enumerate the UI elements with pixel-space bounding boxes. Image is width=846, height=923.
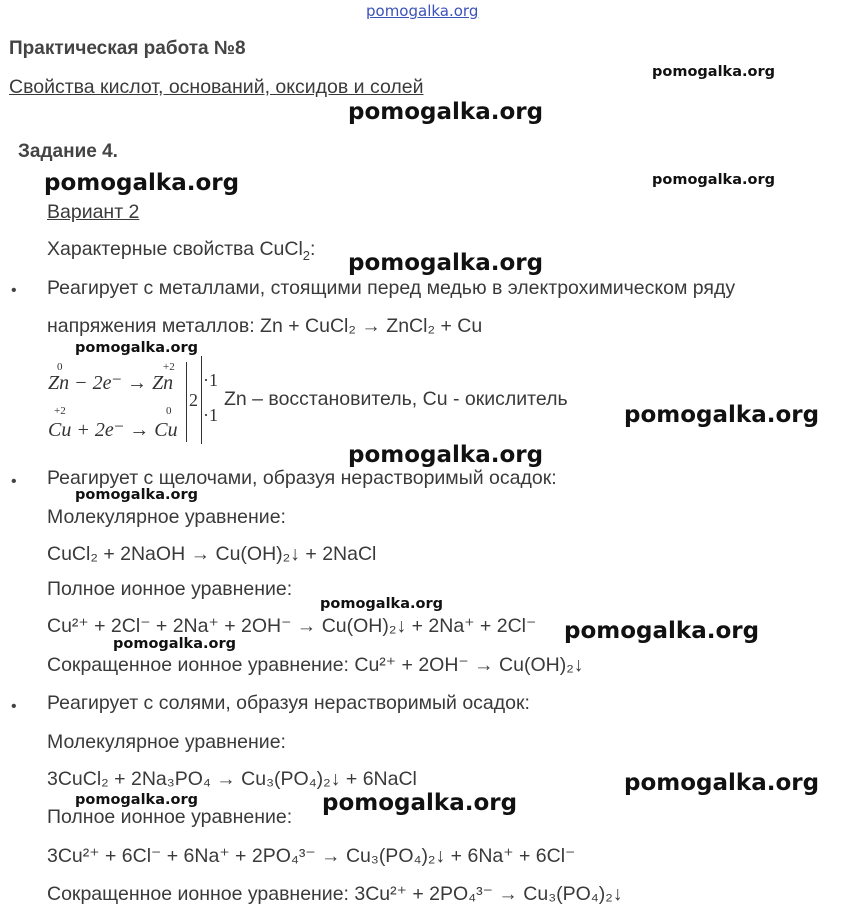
ox-state-cu-right: 0 xyxy=(166,405,172,417)
bullet-3: • xyxy=(11,698,17,715)
task-heading: Задание 4. xyxy=(18,141,118,162)
site-link-top[interactable]: pomogalka.org xyxy=(366,2,479,20)
watermark: pomogalka.org xyxy=(348,250,544,276)
variant-heading: Вариант 2 xyxy=(47,201,140,223)
watermark: pomogalka.org xyxy=(75,340,198,356)
item2-mol-eq: CuCl₂ + 2NaOH → Cu(OH)₂↓ + 2NaCl xyxy=(47,543,377,565)
redox-conclusion: Zn – восстановитель, Cu - окислитель xyxy=(224,388,568,410)
item3-line1: Реагирует с солями, образуя нерастворимый осадок: xyxy=(47,692,530,714)
item1-line2: напряжения металлов: Zn + CuCl₂ → ZnCl₂ + Cu xyxy=(47,315,483,337)
balance-factor-2: ·1 xyxy=(203,405,218,425)
bullet-2: • xyxy=(11,473,17,490)
watermark: pomogalka.org xyxy=(652,64,775,80)
item3-mol-label: Молекулярное уравнение: xyxy=(47,731,286,753)
watermark: pomogalka.org xyxy=(348,99,544,125)
item1-line1: Реагирует с металлами, стоящими перед медью в электрохимическом ряду xyxy=(47,277,736,299)
item3-mol-eq: 3CuCl₂ + 2Na₃PO₄ → Cu₃(PO₄)₂↓ + 6NaCl xyxy=(47,768,417,790)
watermark: pomogalka.org xyxy=(320,596,443,612)
watermark: pomogalka.org xyxy=(564,618,760,644)
balance-total: 2 xyxy=(189,390,198,410)
ox-state-zn-right: +2 xyxy=(163,361,175,373)
item2-short-eq: Сокращенное ионное уравнение: Cu²⁺ + 2OH⁻ → Cu(OH)₂↓ xyxy=(47,654,584,676)
half-reaction-2: Cu + 2e⁻ → Cu xyxy=(48,419,178,441)
item3-full-eq: 3Cu²⁺ + 6Cl⁻ + 6Na⁺ + 2PO₄³⁻ → Cu₃(PO₄)₂↓ + 6Na⁺ + 6Cl⁻ xyxy=(47,845,576,867)
item3-short-eq: Сокращенное ионное уравнение: 3Cu²⁺ + 2PO₄³⁻ → Cu₃(PO₄)₂↓ xyxy=(47,883,623,905)
balance-factor-1: ·1 xyxy=(203,370,218,390)
watermark: pomogalka.org xyxy=(348,442,544,468)
bullet-1: • xyxy=(11,282,17,299)
watermark: pomogalka.org xyxy=(75,792,198,808)
watermark: pomogalka.org xyxy=(75,487,198,503)
watermark: pomogalka.org xyxy=(624,402,820,428)
half-reaction-1: Zn − 2e⁻ → Zn xyxy=(48,372,174,394)
intro-text: Характерные свойства CuCl$_2$: xyxy=(47,238,316,263)
balance-divider-2 xyxy=(201,356,202,444)
balance-divider-1 xyxy=(186,362,187,442)
page-title: Практическая работа №8 xyxy=(9,38,246,59)
item2-full-label: Полное ионное уравнение: xyxy=(47,578,293,600)
ox-state-cu-left: +2 xyxy=(54,405,66,417)
item2-full-eq: Cu²⁺ + 2Cl⁻ + 2Na⁺ + 2OH⁻ → Cu(OH)₂↓ + 2Na⁺ + 2Cl⁻ xyxy=(47,615,537,637)
watermark: pomogalka.org xyxy=(44,170,240,196)
watermark: pomogalka.org xyxy=(322,790,518,816)
watermark: pomogalka.org xyxy=(113,636,236,652)
watermark: pomogalka.org xyxy=(624,770,820,796)
watermark: pomogalka.org xyxy=(652,172,775,188)
item2-line1: Реагирует с щелочами, образуя нерастворимый осадок: xyxy=(47,467,557,489)
page-subtitle: Свойства кислот, оснований, оксидов и солей xyxy=(9,76,424,98)
item3-full-label: Полное ионное уравнение: xyxy=(47,806,293,828)
item2-mol-label: Молекулярное уравнение: xyxy=(47,506,286,528)
ox-state-zn-left: 0 xyxy=(57,361,63,373)
